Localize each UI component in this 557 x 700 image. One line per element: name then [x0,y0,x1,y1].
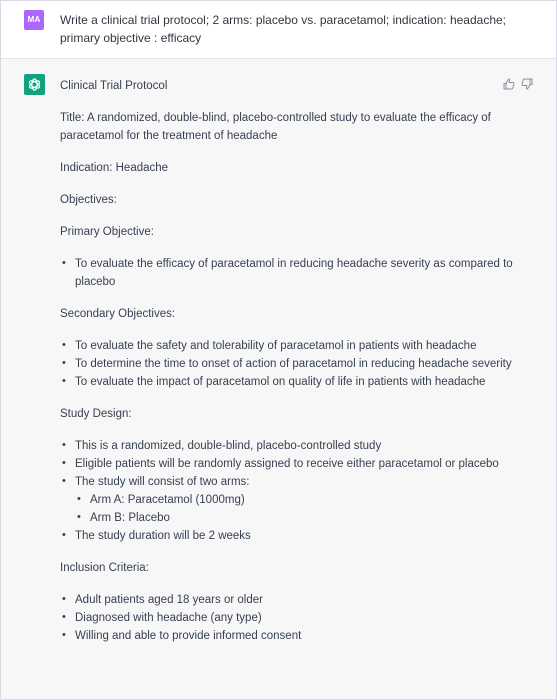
study-arms-list [60,491,540,527]
list-item: • To evaluate the safety and tolerability of paracetamol in patients with headache [60,337,540,355]
protocol-title: Title: A randomized, double-blind, placebo-controlled study to evaluate the efficacy of paracetamol for the treatment of headache [60,112,491,142]
inclusion-criteria-label: Inclusion Criteria: [60,562,149,574]
list-item: • Arm B: Placebo [75,509,540,527]
list-item: • The study will consist of two arms: [60,473,540,491]
list-item: • To determine the time to onset of action of paracetamol in reducing headache severity [60,355,540,373]
openai-logo-icon [24,74,45,95]
indication: Indication: Headache [60,162,169,174]
list-item: • Eligible patients will be randomly assigned to receive either paracetamol or placebo [60,455,540,473]
list-item: • Arm A: Paracetamol (1000mg) [75,491,540,509]
list-item: • To evaluate the efficacy of paracetamol in reducing headache severity as compared to placebo [60,255,540,291]
secondary-objectives-label: Secondary Objectives: [60,308,176,320]
list-item: • Adult patients aged 18 years or older [60,591,540,609]
assistant-message [1,59,556,699]
study-design-list [60,437,540,545]
assistant-response [60,77,540,659]
list-item: • The study duration will be 2 weeks [60,527,540,545]
user-message-text: Write a clinical trial protocol; 2 arms: placebo vs. paracetamol; indication: headache; primary objective : efficacy [60,13,506,45]
primary-objective-label: Primary Objective: [60,226,154,238]
secondary-objectives-list [60,337,540,391]
primary-objectives-list [60,255,540,291]
list-item: • To evaluate the impact of paracetamol on quality of life in patients with headache [60,373,540,391]
study-design-label: Study Design: [60,408,132,420]
user-message [1,1,556,59]
objectives-label: Objectives: [60,194,117,206]
list-item: • This is a randomized, double-blind, placebo-controlled study [60,437,540,455]
list-item: • Diagnosed with headache (any type) [60,609,540,627]
response-heading: Clinical Trial Protocol [60,80,168,92]
list-item: • Willing and able to provide informed consent [60,627,540,645]
user-avatar: MA [24,10,44,30]
inclusion-criteria-list [60,591,540,645]
